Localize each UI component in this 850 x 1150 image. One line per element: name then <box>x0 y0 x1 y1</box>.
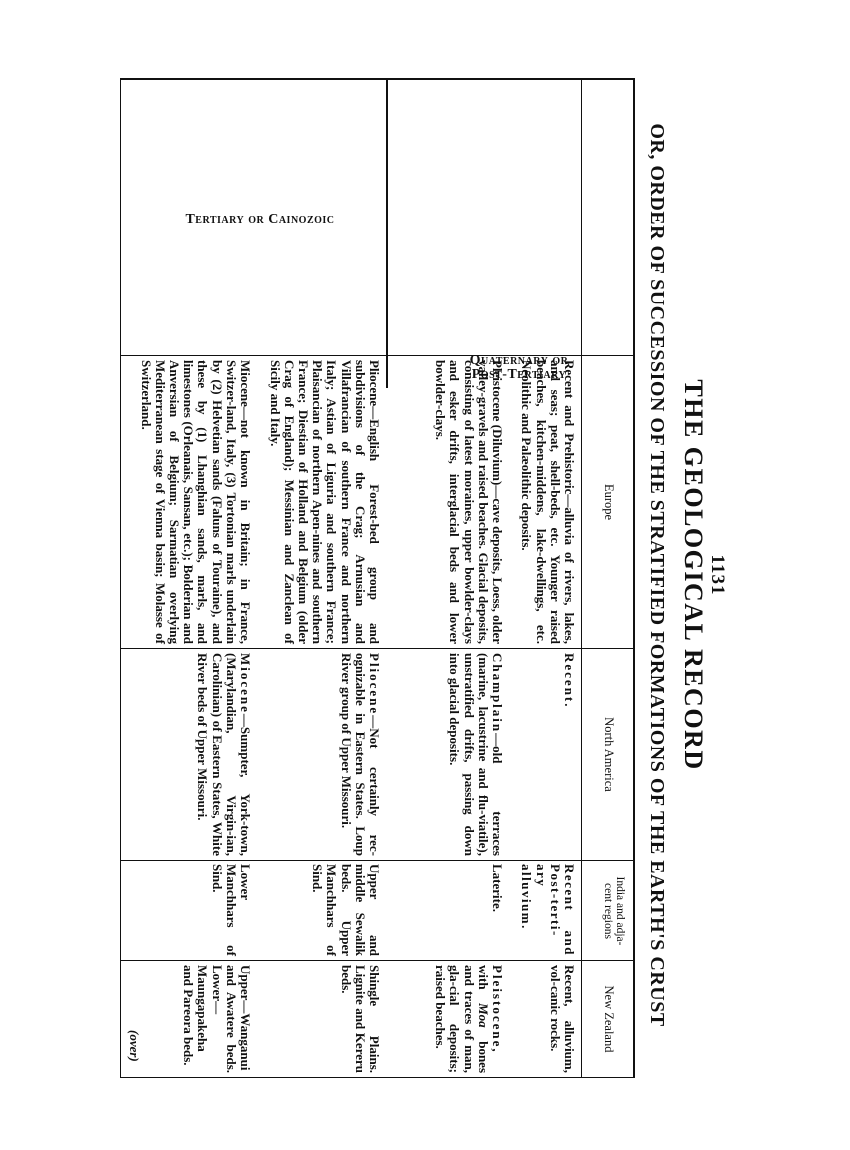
text-nz-pleistocene-1: with <box>475 965 491 1004</box>
column-rule-north-america <box>120 860 635 861</box>
cell-europe-pleistocene <box>433 360 504 644</box>
term-nz-pleistocene: Pleistocene, <box>490 965 505 1054</box>
column-rule-europe <box>120 648 635 649</box>
era-divider <box>386 78 388 388</box>
era-label-tertiary <box>135 213 385 233</box>
term-recent-prehistoric: Recent and Prehistoric <box>562 360 577 495</box>
text-india-miocene: Lower Manchhars of Sind. <box>209 864 253 956</box>
text-europe-recent: —alluvia of rivers, lakes, and seas; peat, shell-beds, etc. Younger raised beaches, kitchen-middens, lake-dwellings, etc. Neolithic and Palæolithic deposits. <box>519 360 577 644</box>
term-miocene: Miocene <box>238 360 253 407</box>
page-subtitle: OR, ORDER OF SUCCESSION OF THE STRATIFIED FORMATIONS OF THE EARTH'S CRUST <box>646 123 668 1027</box>
cell-india-pliocene <box>310 864 381 956</box>
cell-new-zealand-miocene <box>181 965 252 1073</box>
table-top-rule <box>633 78 635 1078</box>
text-nz-miocene: Upper—Wanganui and Awatere beds. Lower— Maungapakeha and Pareora beds. <box>181 965 253 1073</box>
table-right-rule <box>120 1077 635 1078</box>
cell-europe-recent <box>519 360 576 644</box>
term-na-miocene: Miocene <box>238 653 253 714</box>
table-bottom-rule <box>120 78 121 1078</box>
cell-europe-miocene <box>138 360 252 644</box>
cell-north-america-recent <box>562 653 576 856</box>
over-label: (over) <box>127 1030 142 1062</box>
term-na-pliocene: Pliocene <box>367 653 382 716</box>
term-pliocene: Pliocene <box>367 360 382 407</box>
text-nz-pliocene: Shingle Plains. Lignite and Kereru beds. <box>338 965 382 1073</box>
era-label-quaternary-text: Quaternary or Post-Tertiary <box>469 353 569 382</box>
text-india-pleistocene: Laterite. <box>490 864 505 913</box>
text-na-pliocene: —Not certainly rec-ognizable in Eastern States. Loup River group of Upper Missouri. <box>338 653 382 856</box>
cell-north-america-pliocene <box>338 653 381 856</box>
text-india-recent: Recent and Post-terti-ary alluvium. <box>519 864 577 956</box>
table-left-rule <box>120 78 635 80</box>
header-india: India and adja-cent regions <box>602 876 626 946</box>
text-europe-miocene: —not known in Britain; in France, Switzer-land, Italy, (3) Tortonian marls underlain by (2) Helvetian sands (Faluns of Touraine), and these by (1) Lhanghian sands, marls, and limestones (Orleanais, Sansan, etc.); Bolderian and Anversian of Belgium; Sarmatian overlying Mediterranean stage of Vienna basin; Molasse of Switzerland. <box>138 360 253 644</box>
text-nz-recent: Recent, alluvium, vol-canic rocks. <box>547 965 577 1073</box>
page-title: THE GEOLOGICAL RECORD <box>679 379 708 771</box>
text-na-pleistocene: —old terraces (marine, lacustrine and flu-viatile), unstratified drifts, passing down into glacial deposits. <box>447 653 505 856</box>
cell-new-zealand-recent <box>548 965 576 1073</box>
cell-new-zealand-pleistocene <box>433 965 504 1073</box>
term-pleistocene: Pleistocene <box>490 360 505 422</box>
cell-india-pleistocene <box>490 864 504 956</box>
column-rule-india <box>120 960 635 961</box>
header-europe: Europe <box>602 483 616 521</box>
header-north-america: North America <box>602 717 616 792</box>
cell-europe-pliocene <box>267 360 381 644</box>
text-europe-pleistocene: (Diluvium)—cave deposits, Loess, older valley-gravels and raised beaches. Glacial deposits, consisting of latest moraines, upper bowlder-clays and esker drifts, interglacial beds and lower bowlder-clays. <box>433 360 505 644</box>
term-na-recent: Recent. <box>562 653 577 709</box>
cell-india-miocene <box>209 864 252 956</box>
term-champlain: Champlain <box>490 653 505 734</box>
page-number: 1131 <box>707 554 728 596</box>
term-moa: Moa <box>475 1003 491 1028</box>
cell-north-america-miocene <box>195 653 252 856</box>
table-header-rule <box>581 78 582 1078</box>
text-europe-pliocene: —English Forest-bed group and subdivisions of the Crag; Arnusian and Villafrancian of southern France and northern Italy; Astian of Liguria and southern France; Plaisancian of northern Apen-nines and southern France; Diestian of Holland and Belgium (older Crag of England); Messinian and Zanclean of Sicily and Italy. <box>267 360 382 644</box>
cell-india-recent <box>519 864 576 956</box>
header-new-zealand: New Zealand <box>602 985 616 1053</box>
text-india-pliocene: Upper and middle Sewalik beds. Upper Manchhars of Sind. <box>310 864 382 956</box>
era-label-tertiary-text: Tertiary or Cainozoic <box>185 212 335 227</box>
text-na-miocene: —Sumpter, York-town, (Marylandian, Virgin-ian, Carolinian) of Eastern States, White River beds of Upper Missouri. <box>195 653 253 856</box>
cell-new-zealand-pliocene <box>338 965 381 1073</box>
cell-north-america-pleistocene <box>447 653 504 856</box>
text-nz-pleistocene-2: bones and traces of man, gla-cial deposits; raised beaches. <box>433 965 491 1073</box>
